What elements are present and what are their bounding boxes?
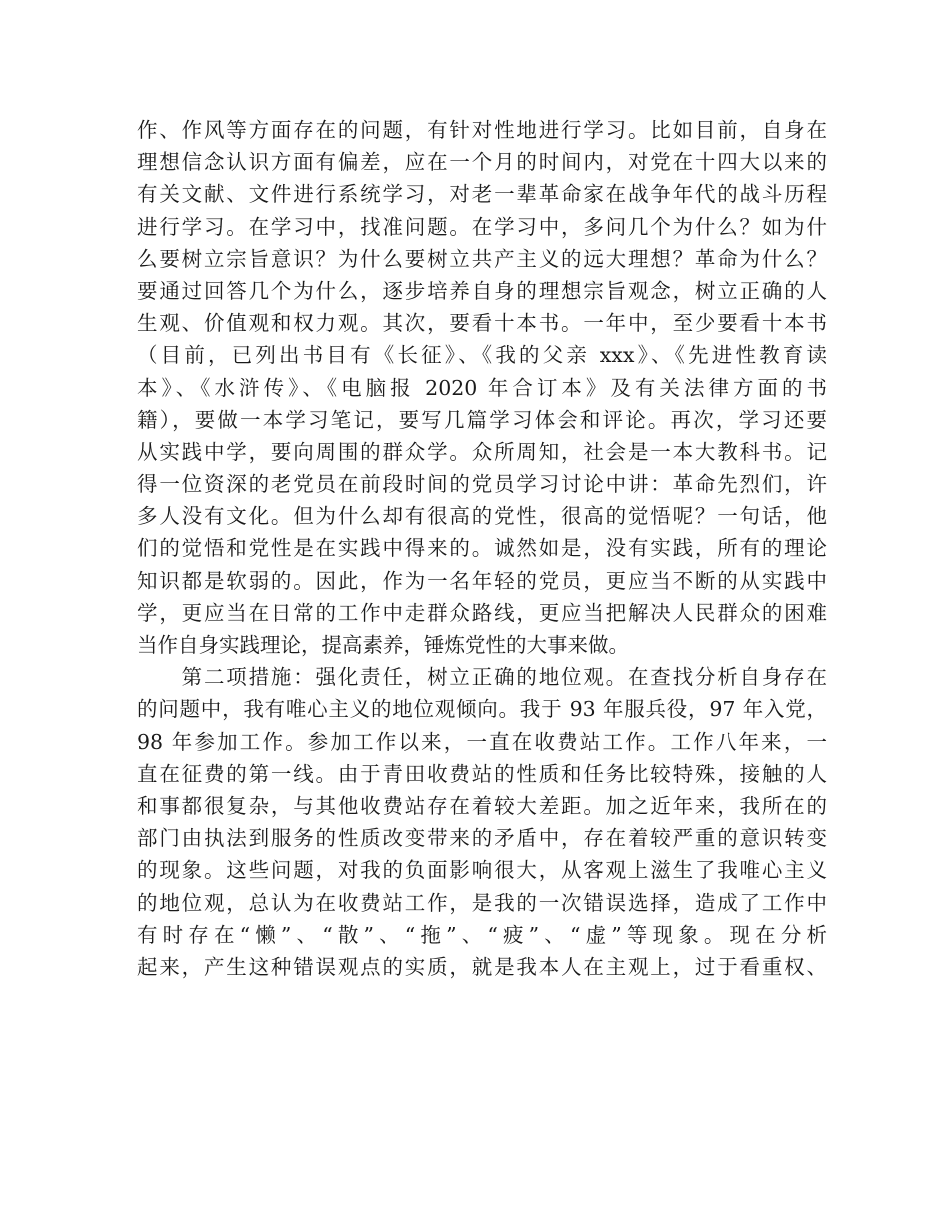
text-line: 作、作风等方面存在的问题，有针对性地进行学习。比如目前，自身在 <box>137 118 827 142</box>
text-line: 和事都很复杂，与其他收费站存在着较大差距。加之近年来，我所在的 <box>137 793 827 818</box>
text-line: 进行学习。在学习中，找准问题。在学习中，多问几个为什么？如为什 <box>137 214 827 239</box>
text-line: 得一位资深的老党员在前段时间的党员学习讨论中讲：革命先烈们，许 <box>137 472 827 497</box>
text-line: 有时存在“懒”、“散”、“拖”、“疲”、“虚”等现象。现在分析 <box>137 922 827 947</box>
text-line: 生观、价值观和权力观。其次，要看十本书。一年中，至少要看十本书 <box>137 311 827 336</box>
text-line: 理想信念认识方面有偏差，应在一个月的时间内，对党在十四大以来的 <box>137 150 827 175</box>
text-line: 籍），要做一本学习笔记，要写几篇学习体会和评论。再次，学习还要 <box>137 407 827 432</box>
text-line: 多人没有文化。但为什么却有很高的党性，很高的觉悟呢？一句话，他 <box>137 504 827 529</box>
text-line: 直在征费的第一线。由于青田收费站的性质和任务比较特殊，接触的人 <box>137 761 827 786</box>
text-line: 有关文献、文件进行系统学习，对老一辈革命家在战争年代的战斗历程 <box>137 182 827 207</box>
text-line: 们的觉悟和党性是在实践中得来的。诚然如是，没有实践，所有的理论 <box>137 536 827 561</box>
text-line: 学，更应当在日常的工作中走群众路线，更应当把解决人民群众的困难 <box>137 600 827 625</box>
text-line: 的问题中，我有唯心主义的地位观倾向。我于 93 年服兵役，97 年入党， <box>137 697 827 722</box>
text-line: 本》、《水浒传》、《电脑报 2020 年合订本》及有关法律方面的书 <box>137 375 827 400</box>
text-line: 从实践中学，要向周围的群众学。众所周知，社会是一本大教科书。记 <box>137 439 827 464</box>
text-line: 么要树立宗旨意识？为什么要树立共产主义的远大理想？革命为什么？ <box>137 246 827 271</box>
text-line: 要通过回答几个为什么，逐步培养自身的理想宗旨观念，树立正确的人 <box>137 278 827 303</box>
text-line: 的现象。这些问题，对我的负面影响很大，从客观上滋生了我唯心主义 <box>137 858 827 883</box>
text-line: （目前，已列出书目有《长征》、《我的父亲 xxx》、《先进性教育读 <box>137 343 827 368</box>
text-line: 部门由执法到服务的性质改变带来的矛盾中，存在着较严重的意识转变 <box>137 826 827 851</box>
text-line: 当作自身实践理论，提高素养，锤炼党性的大事来做。 <box>137 633 629 657</box>
text-line: 98 年参加工作。参加工作以来，一直在收费站工作。工作八年来，一 <box>137 729 827 754</box>
document-body <box>137 114 827 983</box>
text-line: 起来，产生这种错误观点的实质，就是我本人在主观上，过于看重权、 <box>137 954 827 979</box>
text-line: 的地位观，总认为在收费站工作，是我的一次错误选择，造成了工作中 <box>137 890 827 915</box>
text-line: 第二项措施：强化责任，树立正确的地位观。在查找分析自身存在 <box>137 665 827 690</box>
text-line: 知识都是软弱的。因此，作为一名年轻的党员，更应当不断的从实践中 <box>137 568 827 593</box>
